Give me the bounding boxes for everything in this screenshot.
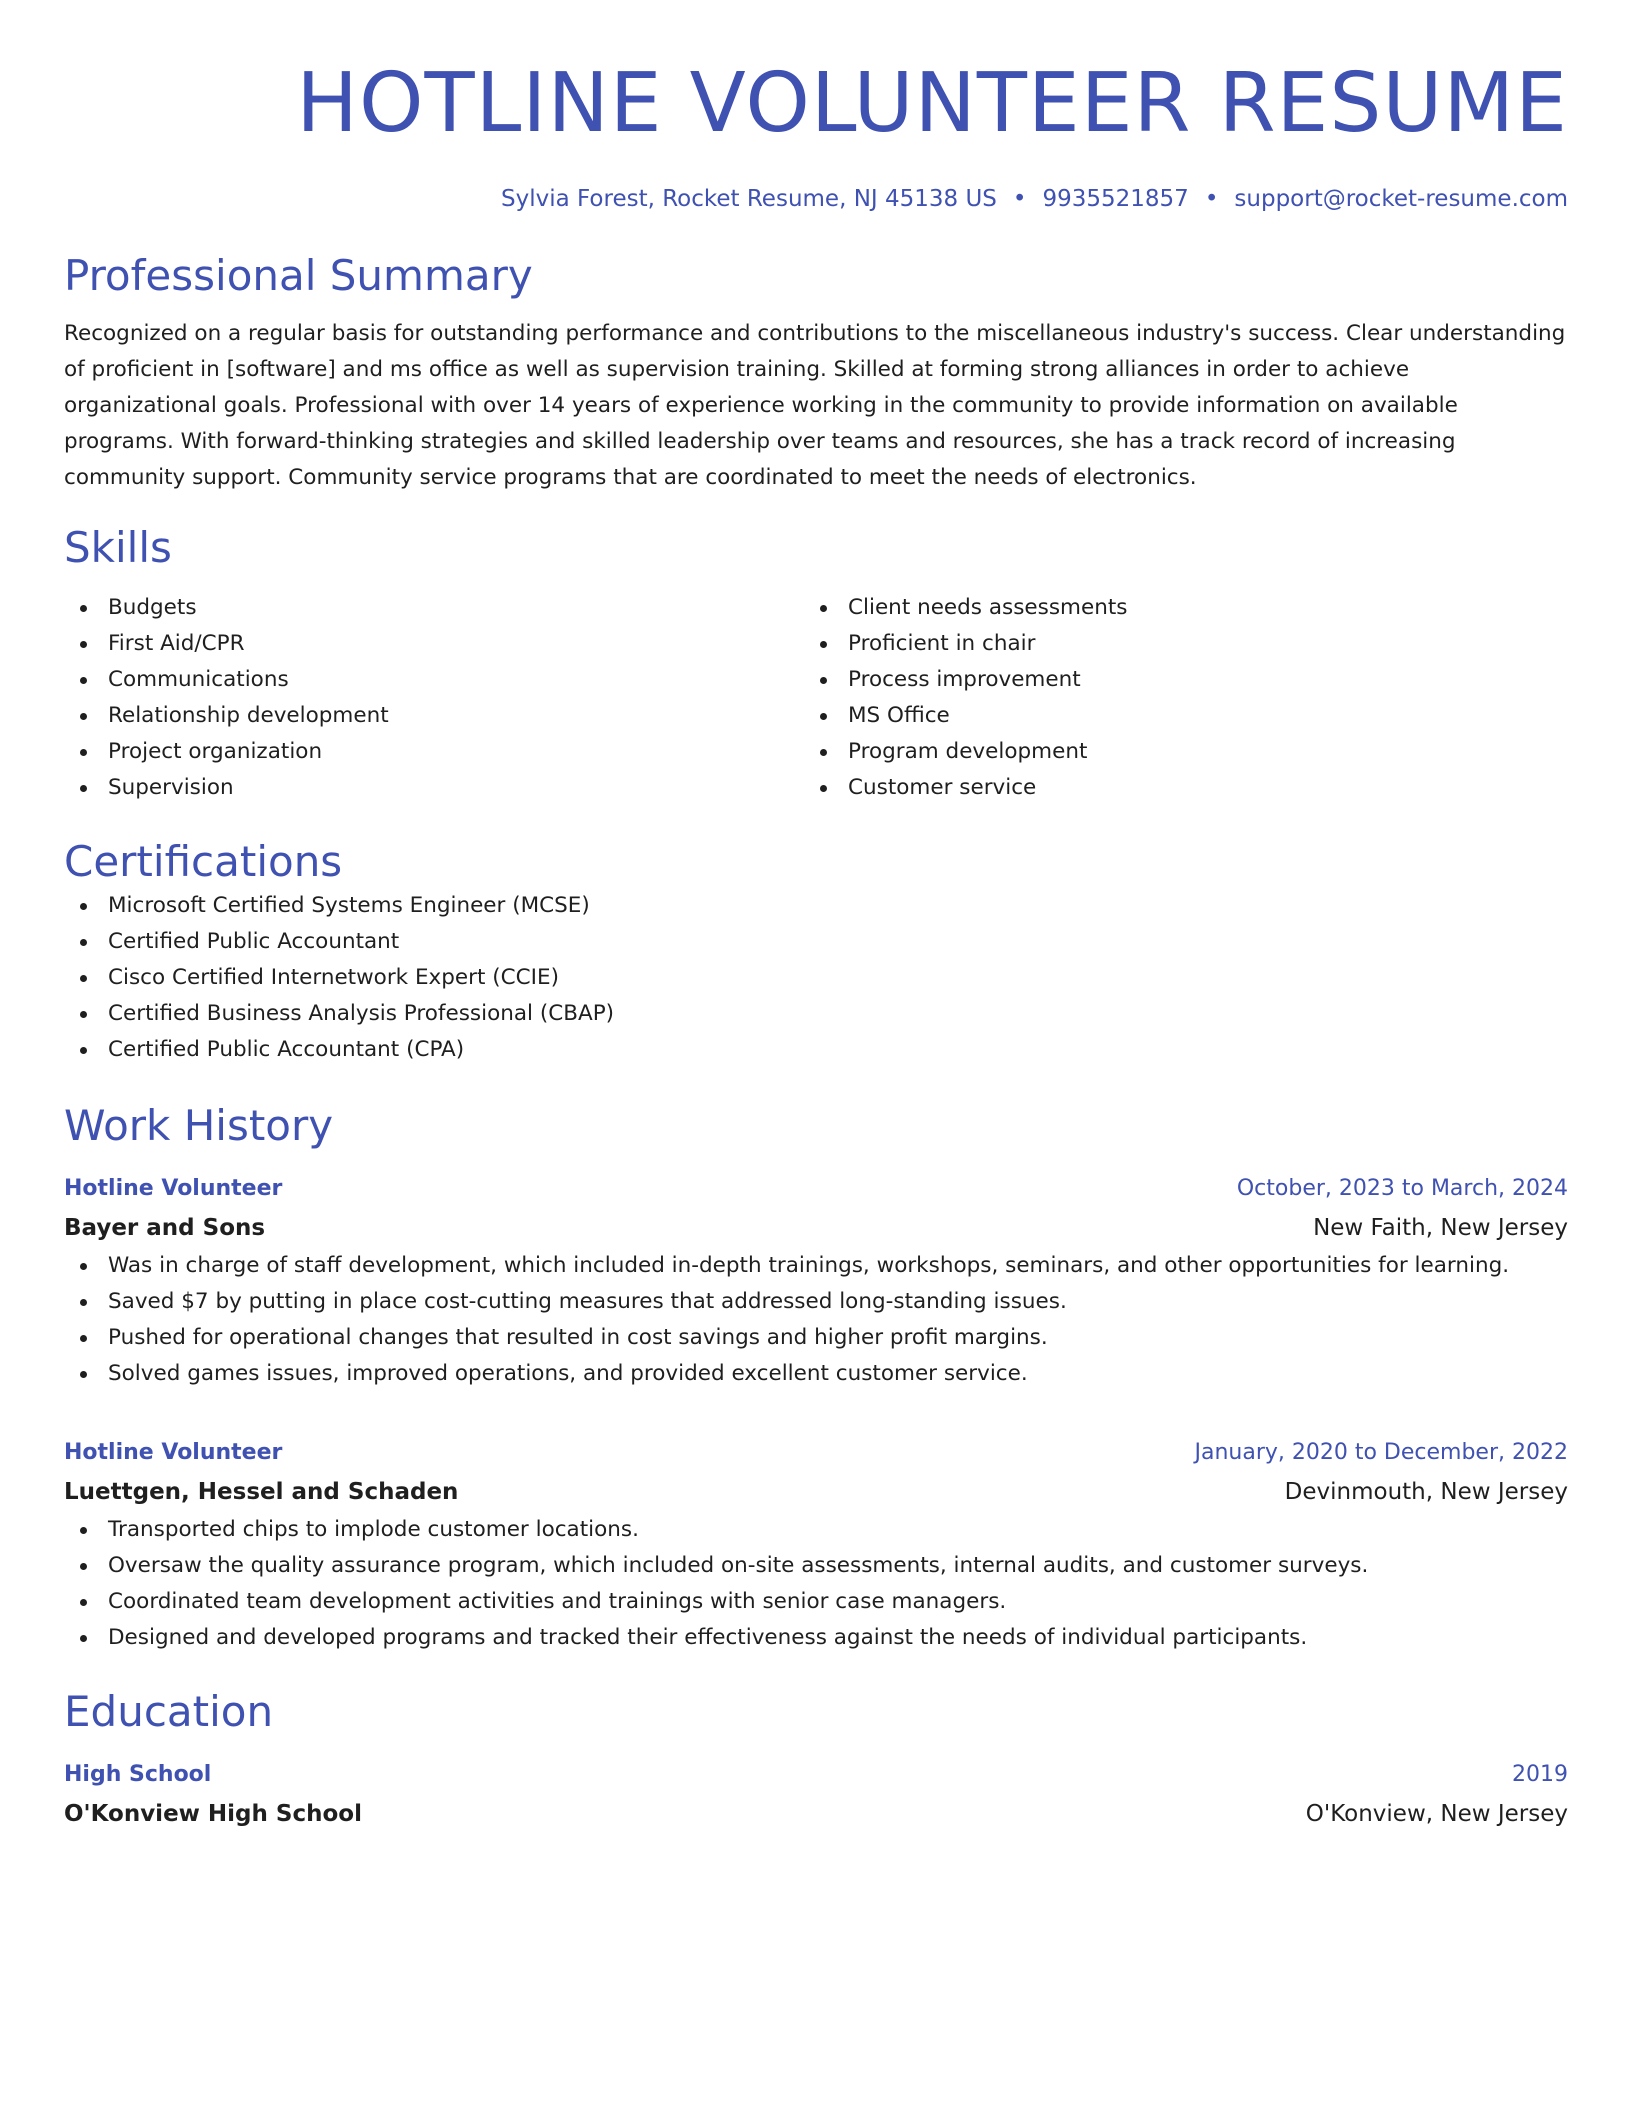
- work-history-section: [64, 1100, 1568, 1656]
- contact-separator: •: [1012, 186, 1027, 212]
- skills-list-right: [804, 590, 1568, 806]
- section-heading: Skills: [64, 523, 172, 572]
- skill-item: First Aid/CPR: [64, 626, 804, 662]
- certification-item: Cisco Certified Internetwork Expert (CCIE): [64, 960, 1568, 996]
- job-duty: Was in charge of staff development, which included in-depth trainings, workshops, seminars, and other opportunities for learning.: [64, 1248, 1568, 1284]
- certification-item: Certified Business Analysis Professional (CBAP): [64, 996, 1568, 1032]
- job-duty: Saved $7 by putting in place cost-cutting measures that addressed long-standing issues.: [64, 1284, 1568, 1320]
- job-location: New Faith, New Jersey: [1313, 1215, 1568, 1241]
- education-school: O'Konview High School: [64, 1801, 362, 1827]
- job-role: Hotline Volunteer: [64, 1440, 283, 1465]
- job-duties-list: [64, 1248, 1568, 1392]
- education-location: O'Konview, New Jersey: [1305, 1801, 1568, 1827]
- certifications-section: [64, 836, 1568, 1068]
- skill-item: Proficient in chair: [804, 626, 1568, 662]
- job-entry: [64, 1434, 1568, 1656]
- skills-list-left: [64, 590, 804, 806]
- job-duty: Pushed for operational changes that resulted in cost savings and higher profit margins.: [64, 1320, 1568, 1356]
- job-duties-list: [64, 1512, 1568, 1656]
- skill-item: Project organization: [64, 734, 804, 770]
- job-company-row: [64, 1472, 1568, 1512]
- job-dates: October, 2023 to March, 2024: [1236, 1176, 1568, 1201]
- skill-item: Program development: [804, 734, 1568, 770]
- contact-line: [64, 184, 1568, 214]
- job-duty: Transported chips to implode customer locations.: [64, 1512, 1568, 1548]
- skills-grid: [64, 590, 1568, 806]
- skill-item: Process improvement: [804, 662, 1568, 698]
- skill-item: Relationship development: [64, 698, 804, 734]
- contact-separator: •: [1204, 186, 1219, 212]
- certification-item: Certified Public Accountant: [64, 924, 1568, 960]
- skill-item: Customer service: [804, 770, 1568, 806]
- certification-item: Microsoft Certified Systems Engineer (MCSE): [64, 888, 1568, 924]
- skills-section: [64, 522, 1568, 806]
- job-title-row: [64, 1434, 1568, 1472]
- education-degree: High School: [64, 1762, 212, 1787]
- certification-item: Certified Public Accountant (CPA): [64, 1032, 1568, 1068]
- section-heading: Certifications: [64, 837, 343, 886]
- education-year: 2019: [1512, 1762, 1568, 1787]
- job-role: Hotline Volunteer: [64, 1176, 283, 1201]
- skill-item: Client needs assessments: [804, 590, 1568, 626]
- resume-title: HOTLINE VOLUNTEER RESUME: [296, 56, 1568, 151]
- job-duty: Coordinated team development activities and trainings with senior case managers.: [64, 1584, 1568, 1620]
- job-company-row: [64, 1208, 1568, 1248]
- education-entry: [64, 1756, 1568, 1834]
- education-degree-row: [64, 1756, 1568, 1794]
- contact-email: support@rocket-resume.com: [1234, 186, 1568, 212]
- job-location: Devinmouth, New Jersey: [1284, 1479, 1568, 1505]
- section-heading: Professional Summary: [64, 251, 533, 300]
- job-entry: [64, 1170, 1568, 1392]
- education-section: [64, 1686, 1568, 1834]
- job-dates: January, 2020 to December, 2022: [1194, 1440, 1568, 1465]
- job-company: Bayer and Sons: [64, 1215, 266, 1241]
- summary-text: Recognized on a regular basis for outstanding performance and contributions to the miscellaneous industry's success. Clear understanding of proficient in [software] and ms office as well as supervision training. Skilled at forming strong alliances in order to achieve organizational goals. Professional with over 14 years of experience working in the community to provide information on available programs. With forward-thinking strategies and skilled leadership over teams and resources, she has a track record of increasing community support. Community service programs that are coordinated to meet the needs of electronics.: [64, 321, 1566, 490]
- skill-item: Supervision: [64, 770, 804, 806]
- job-title-row: [64, 1170, 1568, 1208]
- job-duty: Solved games issues, improved operations, and provided excellent customer service.: [64, 1356, 1568, 1392]
- skill-item: Communications: [64, 662, 804, 698]
- job-company: Luettgen, Hessel and Schaden: [64, 1479, 459, 1505]
- professional-summary-section: [64, 250, 1568, 496]
- skill-item: MS Office: [804, 698, 1568, 734]
- resume-header: [64, 56, 1568, 214]
- contact-phone: 9935521857: [1042, 186, 1189, 212]
- certifications-list: [64, 888, 1568, 1068]
- job-duty: Designed and developed programs and tracked their effectiveness against the needs of individual participants.: [64, 1620, 1568, 1656]
- section-heading: Work History: [64, 1101, 334, 1150]
- job-duty: Oversaw the quality assurance program, which included on-site assessments, internal audits, and customer surveys.: [64, 1548, 1568, 1584]
- contact-address: Sylvia Forest, Rocket Resume, NJ 45138 US: [501, 186, 997, 212]
- section-heading: Education: [64, 1687, 274, 1736]
- skill-item: Budgets: [64, 590, 804, 626]
- education-school-row: [64, 1794, 1568, 1834]
